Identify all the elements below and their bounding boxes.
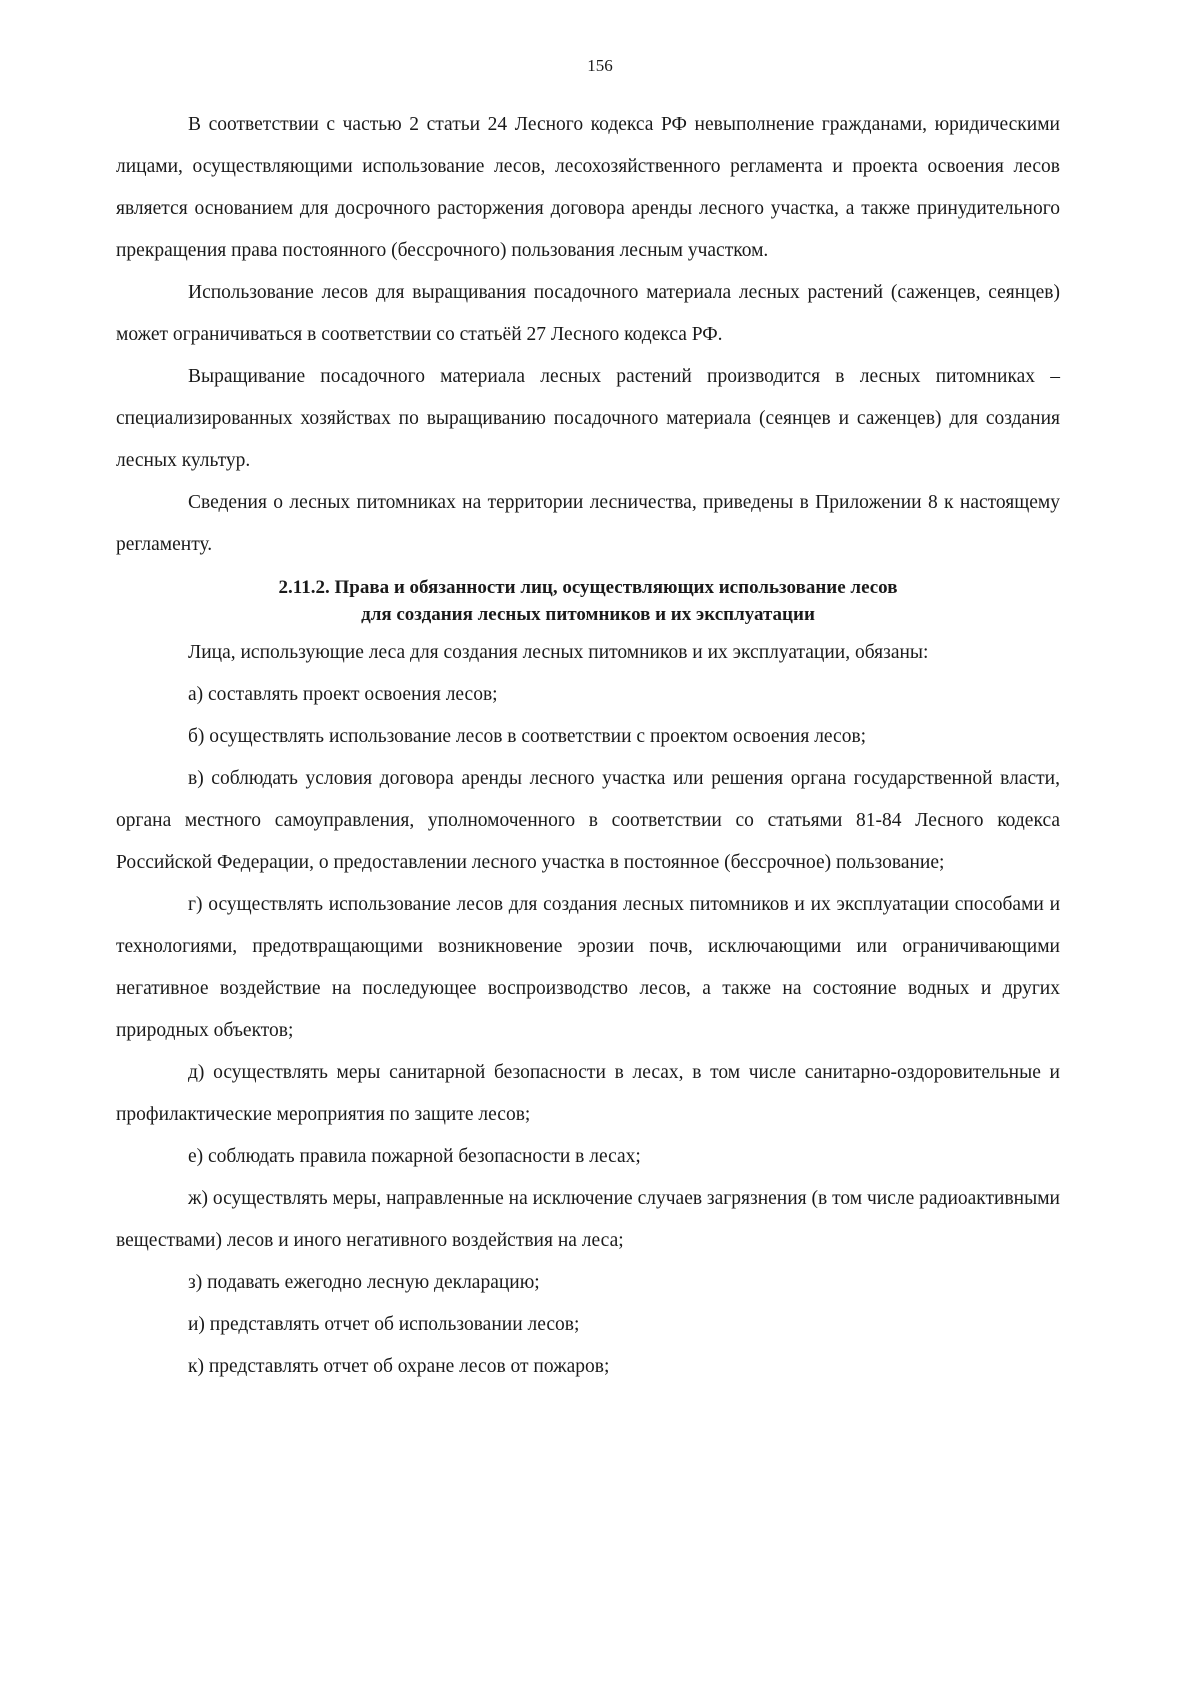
paragraph: Использование лесов для выращивания посадочного материала лесных растений (саженцев, сеянцев) может ограничиваться в соответствии со статьёй 27 Лесного кодекса РФ.	[116, 282, 1060, 345]
page-number: 156	[587, 56, 613, 75]
obligation-item: и) представлять отчет об использовании лесов;	[188, 1314, 580, 1335]
obligation-item: а) составлять проект освоения лесов;	[188, 684, 498, 705]
obligation-item: в) соблюдать условия договора аренды лесного участка или решения органа государственной власти, органа местного самоуправления, уполномоченного в соответствии со статьями 81-84 Лесного кодекса Российской Федерации, о предоставлении лесного участка в постоянное (бессрочное) пользование;	[116, 768, 1060, 873]
paragraph: В соответствии с частью 2 статьи 24 Лесного кодекса РФ невыполнение гражданами, юридическими лицами, осуществляющими использование лесов, лесохозяйственного регламента и проекта освоения лесов является основанием для досрочного расторжения договора аренды лесного участка, а также принудительного прекращения права постоянного (бессрочного) пользования лесным участком.	[116, 114, 1060, 261]
document-body	[116, 104, 1060, 1388]
obligations-intro: Лица, использующие леса для создания лесных питомников и их эксплуатации, обязаны:	[188, 642, 929, 663]
obligation-item: ж) осуществлять меры, направленные на исключение случаев загрязнения (в том числе радиоактивными веществами) лесов и иного негативного воздействия на леса;	[116, 1188, 1060, 1251]
obligation-item: б) осуществлять использование лесов в соответствии с проектом освоения лесов;	[188, 726, 867, 747]
obligation-item: е) соблюдать правила пожарной безопасности в лесах;	[188, 1146, 641, 1167]
paragraph: Сведения о лесных питомниках на территории лесничества, приведены в Приложении 8 к настоящему регламенту.	[116, 492, 1060, 555]
obligation-item: з) подавать ежегодно лесную декларацию;	[188, 1272, 540, 1293]
section-heading: 2.11.2. Права и обязанности лиц, осуществляющих использование лесов для создания лесных питомников и их эксплуатации	[278, 577, 898, 625]
obligation-item: к) представлять отчет об охране лесов от пожаров;	[188, 1356, 610, 1377]
obligation-item: д) осуществлять меры санитарной безопасности в лесах, в том числе санитарно-оздоровительные и профилактические мероприятия по защите лесов;	[116, 1062, 1060, 1125]
obligation-item: г) осуществлять использование лесов для создания лесных питомников и их эксплуатации способами и технологиями, предотвращающими возникновение эрозии почв, исключающими или ограничивающими негативное воздействие на последующее воспроизводство лесов, а также на состояние водных и других природных объектов;	[116, 894, 1060, 1041]
paragraph: Выращивание посадочного материала лесных растений производится в лесных питомниках – специализированных хозяйствах по выращиванию посадочного материала (сеянцев и саженцев) для создания лесных культур.	[116, 366, 1060, 471]
